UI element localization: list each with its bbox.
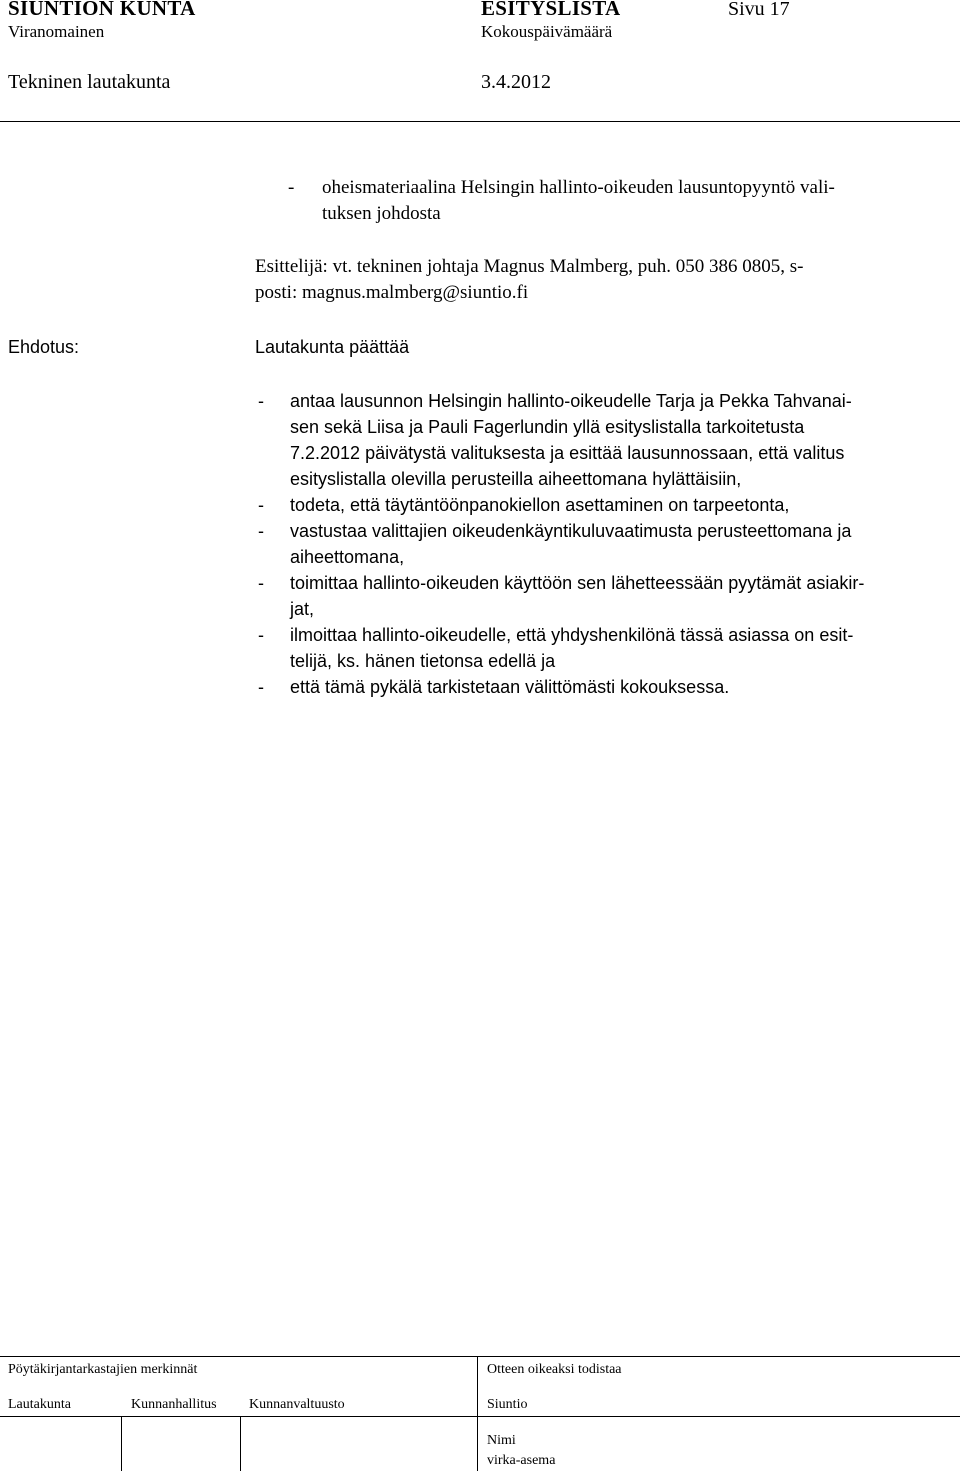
inspectors-label: Pöytäkirjantarkastajien merkinnät — [8, 1362, 198, 1377]
footer-column-divider — [121, 1416, 122, 1471]
name-label: Nimi — [487, 1433, 516, 1448]
body-kunnanhallitus: Kunnanhallitus — [131, 1397, 217, 1412]
document-type: ESITYSLISTA — [481, 0, 621, 20]
position-label: virka-asema — [487, 1453, 556, 1468]
list-item-line: todeta, että täytäntöönpanokiellon asettaminen on tarpeetonta, — [290, 495, 790, 515]
proposal-intro: Lautakunta päättää — [255, 337, 410, 357]
presenter-line-1: Esittelijä: vt. tekninen johtaja Magnus Malmberg, puh. 050 386 0805, s- — [255, 256, 804, 277]
body-lautakunta: Lautakunta — [8, 1397, 71, 1412]
presenter-line-2: posti: magnus.malmberg@siuntio.fi — [255, 282, 529, 303]
list-item-line: että tämä pykälä tarkistetaan välittömästi kokouksessa. — [290, 677, 730, 697]
footer-column-divider — [477, 1356, 478, 1471]
list-item-line: toimittaa hallinto-oikeuden käyttöön sen lähetteessään pyytämät asiakir- — [290, 573, 865, 593]
list-item-line: antaa lausunnon Helsingin hallinto-oikeudelle Tarja ja Pekka Tahvanai- — [290, 391, 852, 411]
footer-divider-top — [0, 1356, 960, 1357]
footer-divider-mid — [0, 1416, 960, 1417]
proposal-label: Ehdotus: — [8, 337, 80, 357]
list-item-dash: - — [258, 391, 264, 411]
list-item-line: jat, — [290, 599, 315, 619]
meeting-date: 3.4.2012 — [481, 71, 551, 93]
certified-label: Otteen oikeaksi todistaa — [487, 1362, 622, 1377]
footer-column-divider — [240, 1416, 241, 1471]
attachment-line-2: tuksen johdosta — [322, 203, 441, 224]
municipality-name: SIUNTION KUNTA — [8, 0, 196, 20]
attachment-line-1: oheismateriaalina Helsingin hallinto-oikeuden lausuntopyyntö vali- — [322, 177, 835, 198]
certified-place: Siuntio — [487, 1397, 528, 1412]
authority-label: Viranomainen — [8, 22, 105, 41]
list-item-dash: - — [258, 677, 264, 697]
list-item-dash: - — [258, 521, 264, 541]
list-item-line: 7.2.2012 päivätystä valituksesta ja esittää lausunnossaan, että valitus — [290, 443, 845, 463]
list-item-line: aiheettomana, — [290, 547, 405, 567]
body-kunnanvaltuusto: Kunnanvaltuusto — [249, 1397, 345, 1412]
meeting-date-label: Kokouspäivämäärä — [481, 22, 613, 41]
list-item-line: sen sekä Liisa ja Pauli Fagerlundin yllä esityslistalla tarkoitetusta — [290, 417, 805, 437]
list-item-line: esityslistalla olevilla perusteilla aiheettomana hylättäisiin, — [290, 469, 742, 489]
attachment-dash: - — [288, 177, 295, 198]
list-item-dash: - — [258, 625, 264, 645]
list-item-line: vastustaa valittajien oikeudenkäyntikuluvaatimusta perusteettomana ja — [290, 521, 852, 541]
header-divider — [0, 121, 960, 122]
page-number: Sivu 17 — [728, 0, 790, 20]
authority-name: Tekninen lautakunta — [8, 71, 171, 93]
list-item-dash: - — [258, 495, 264, 515]
list-item-dash: - — [258, 573, 264, 593]
list-item-line: telijä, ks. hänen tietonsa edellä ja — [290, 651, 556, 671]
list-item-line: ilmoittaa hallinto-oikeudelle, että yhdyshenkilönä tässä asiassa on esit- — [290, 625, 854, 645]
